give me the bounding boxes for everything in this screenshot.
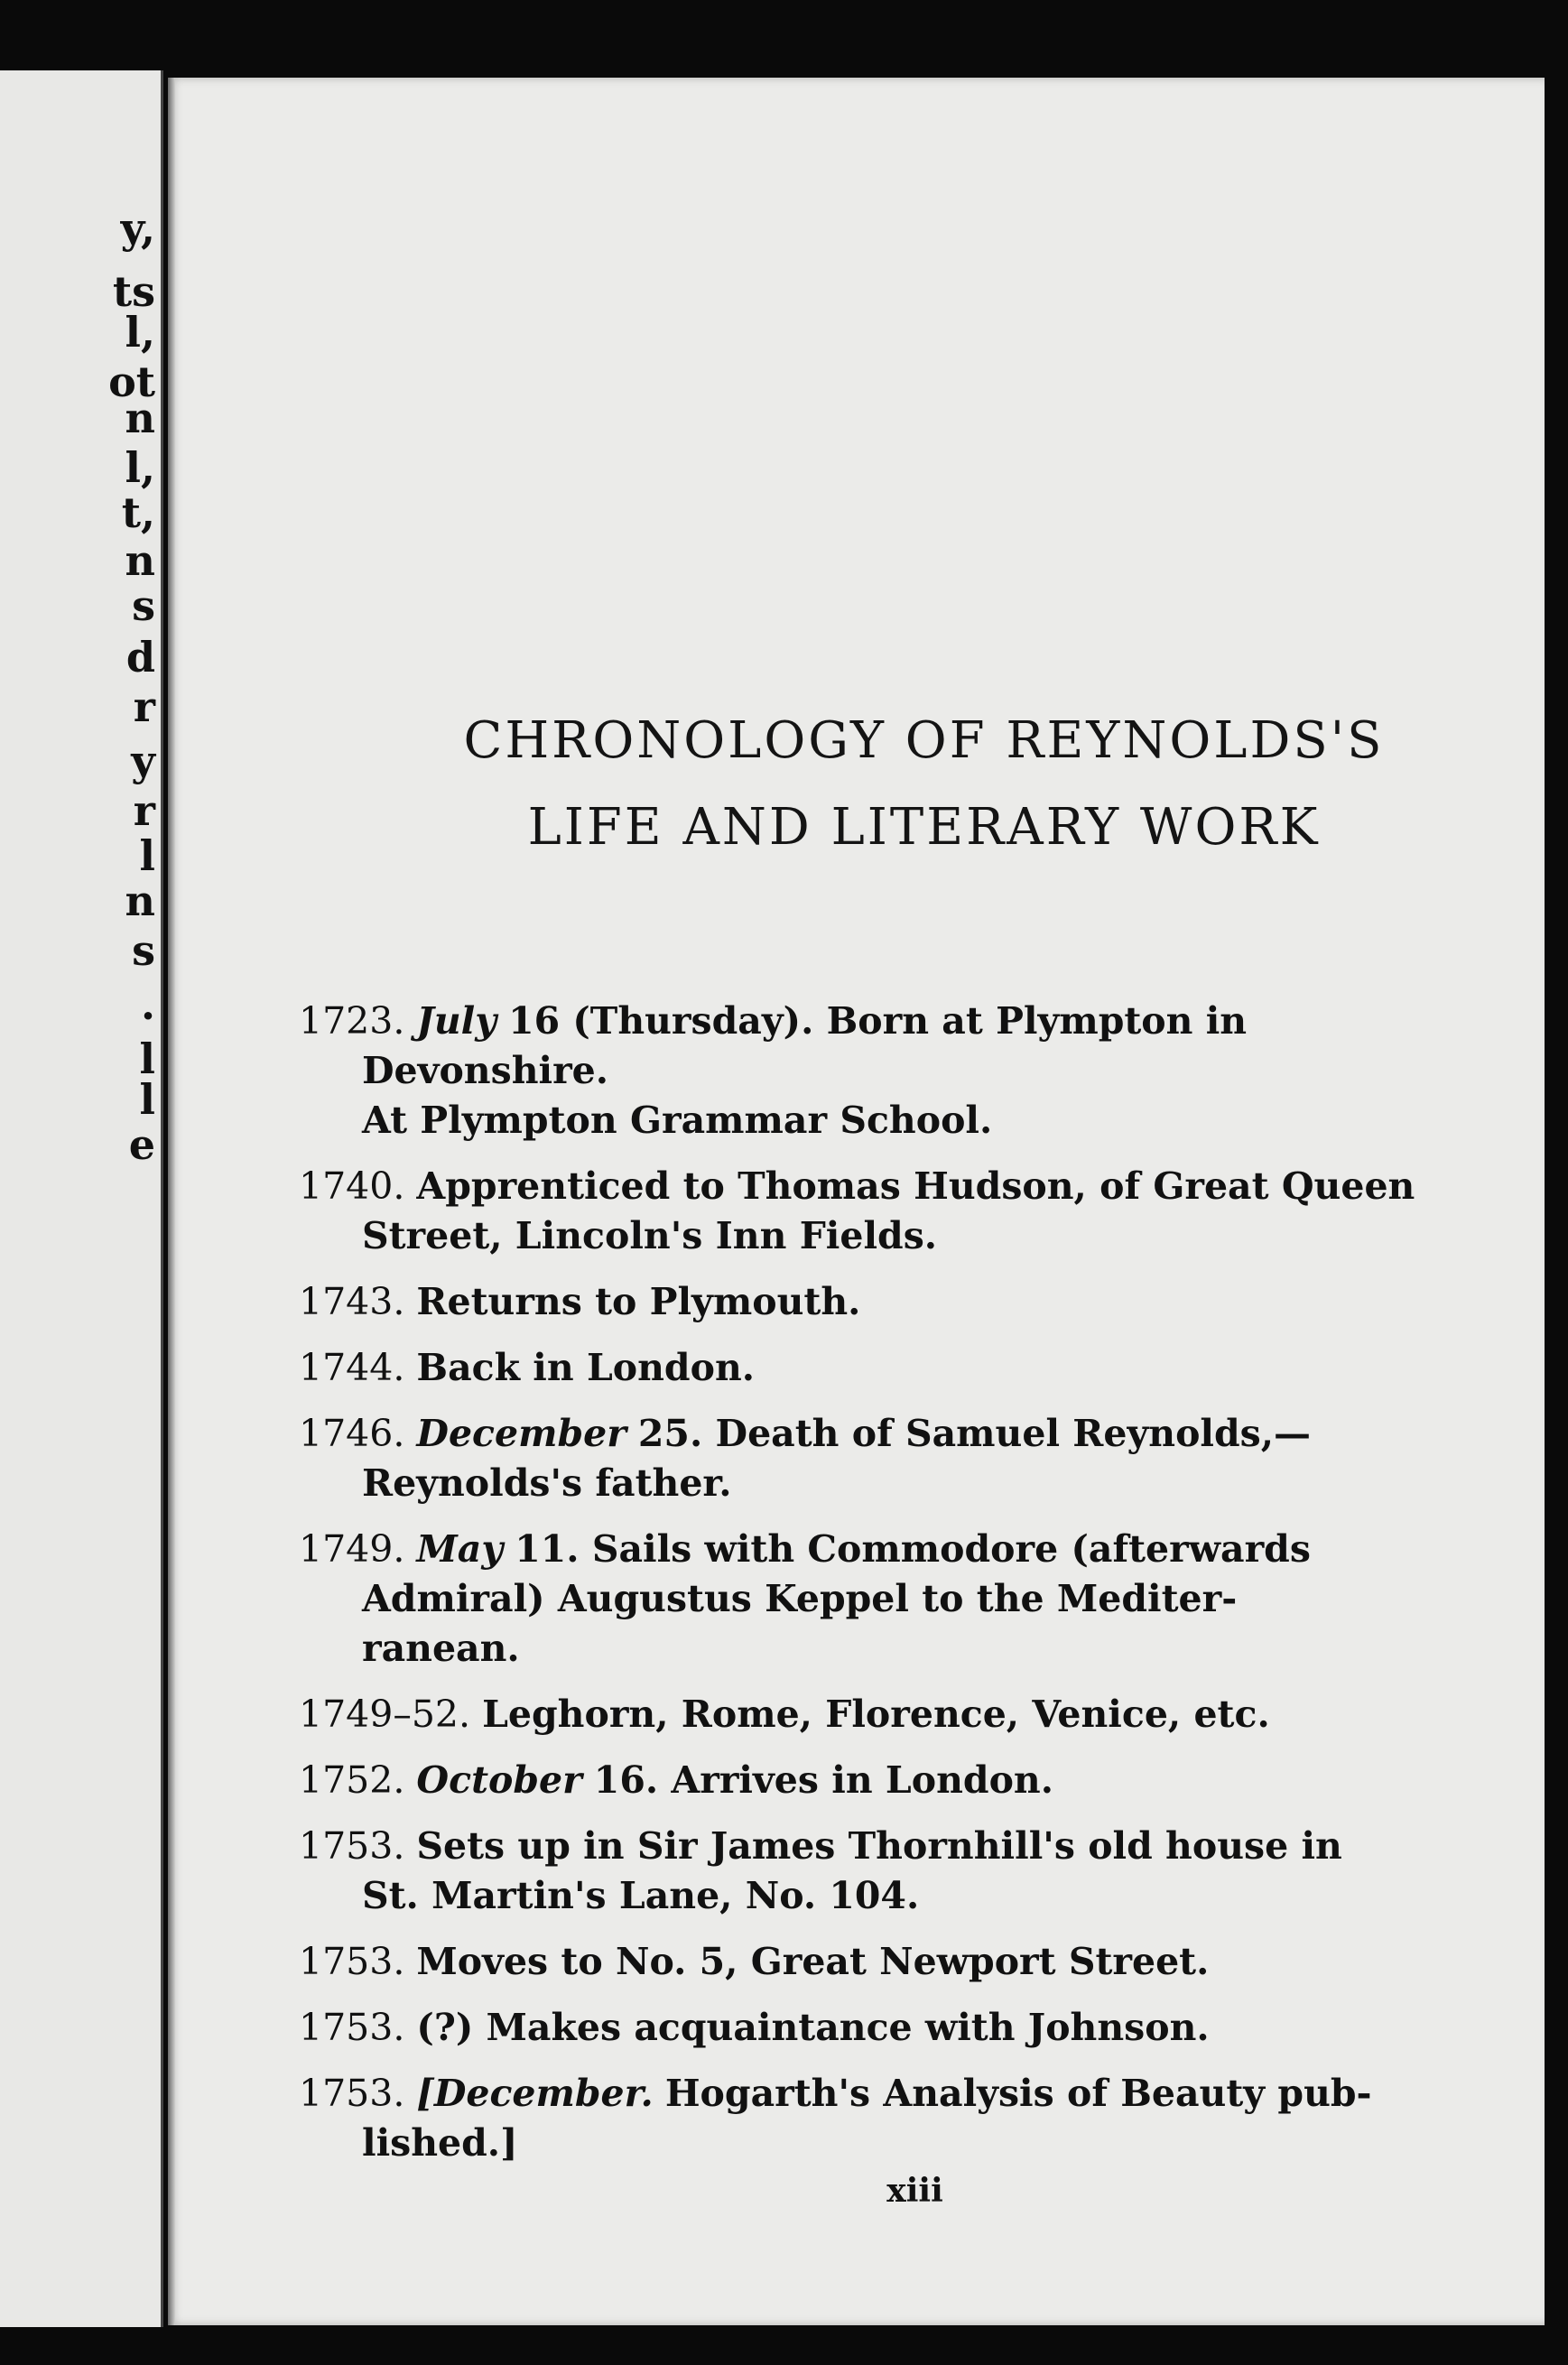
entry-text: 11. Sails with Commodore (afterwards xyxy=(515,1527,1311,1571)
chronology-entry xyxy=(299,1822,1378,1921)
entry-date: October xyxy=(416,1758,582,1802)
entry-line xyxy=(299,1277,1378,1327)
entry-text: Street, Lincoln's Inn Fields. xyxy=(362,1214,938,1257)
entry-date: December xyxy=(416,1412,626,1455)
entry-year: 1753. xyxy=(299,2072,405,2115)
chronology-entry xyxy=(299,1343,1378,1393)
entry-text: lished.] xyxy=(362,2121,518,2165)
prev-page-fragment: t, xyxy=(121,488,155,537)
prev-page-fragment: . xyxy=(140,980,155,1029)
chronology-entry xyxy=(299,1409,1378,1508)
previous-page-edge xyxy=(0,70,163,2327)
entry-text: Apprenticed to Thomas Hudson, of Great Queen xyxy=(416,1164,1415,1208)
chronology-entry xyxy=(299,997,1378,1145)
prev-page-fragment: n xyxy=(125,394,155,442)
entry-line xyxy=(299,1046,1378,1096)
entry-text: (?) Makes acquaintance with Johnson. xyxy=(416,2006,1210,2049)
entry-date: July xyxy=(416,999,497,1043)
entry-text: St. Martin's Lane, No. 104. xyxy=(362,1874,920,1917)
entry-line xyxy=(299,1162,1415,1211)
chapter-title-line-2: LIFE AND LITERARY WORK xyxy=(527,798,1321,857)
entry-text: 25. Death of Samuel Reynolds,— xyxy=(637,1412,1312,1455)
entry-text: 16. Arrives in London. xyxy=(593,1758,1053,1802)
entry-year: 1749–52. xyxy=(299,1693,471,1736)
prev-page-fragment: ot xyxy=(108,357,155,406)
entry-year: 1753. xyxy=(299,2006,405,2049)
prev-page-fragment: y xyxy=(131,737,155,785)
entry-line xyxy=(299,2119,1378,2168)
entry-line xyxy=(299,1937,1378,1987)
entry-year: 1723. xyxy=(299,999,405,1043)
page-number: xiii xyxy=(886,2172,943,2210)
book-page xyxy=(168,78,1545,2325)
entry-line xyxy=(299,1096,1378,1145)
entry-line xyxy=(299,1343,1378,1393)
entry-year: 1753. xyxy=(299,1940,405,1983)
prev-page-fragment: r xyxy=(133,786,155,835)
chronology-entry xyxy=(299,1690,1378,1739)
prev-page-fragment: s xyxy=(132,581,155,630)
entry-line xyxy=(299,1459,1378,1508)
prev-page-fragment: l, xyxy=(125,443,155,492)
chronology-entry xyxy=(299,2069,1378,2168)
prev-page-fragment: r xyxy=(133,682,155,731)
prev-page-fragment: n xyxy=(125,876,155,925)
chapter-title-line-1: CHRONOLOGY OF REYNOLDS'S xyxy=(463,711,1385,770)
prev-page-fragment: d xyxy=(125,633,155,682)
entry-year: 1752. xyxy=(299,1758,405,1802)
entry-year: 1743. xyxy=(299,1280,405,1323)
entry-text: At Plympton Grammar School. xyxy=(362,1099,993,1142)
chronology-entry xyxy=(299,1937,1378,1987)
entry-line xyxy=(299,1822,1378,1871)
entry-text: 16 (Thursday). Born at Plympton in xyxy=(508,999,1248,1043)
entry-line xyxy=(299,1211,1378,1261)
entry-line xyxy=(299,2003,1378,2053)
entry-line xyxy=(299,1574,1378,1624)
entry-year: 1753. xyxy=(299,1824,405,1868)
entry-text: Moves to No. 5, Great Newport Street. xyxy=(416,1940,1210,1983)
prev-page-fragment: l xyxy=(139,831,155,880)
prev-page-fragment: n xyxy=(125,536,155,585)
entry-year: 1744. xyxy=(299,1346,405,1389)
entry-text: ranean. xyxy=(362,1627,520,1670)
entry-text: Sets up in Sir James Thornhill's old house in xyxy=(416,1824,1342,1868)
prev-page-fragment: l xyxy=(139,1075,155,1124)
entry-text: Leghorn, Rome, Florence, Venice, etc. xyxy=(482,1693,1270,1736)
prev-page-fragment: l xyxy=(139,1034,155,1083)
entry-year: 1746. xyxy=(299,1412,405,1455)
entry-line xyxy=(299,1409,1378,1459)
entry-line xyxy=(299,997,1378,1046)
prev-page-fragment: y, xyxy=(120,204,155,253)
entry-text: Returns to Plymouth. xyxy=(416,1280,861,1323)
entry-text: Devonshire. xyxy=(362,1049,609,1092)
entry-line xyxy=(299,1690,1378,1739)
entry-line xyxy=(299,1871,1378,1921)
entry-date: [December. xyxy=(416,2072,654,2115)
entry-date: May xyxy=(416,1527,504,1571)
entry-line xyxy=(299,1525,1378,1574)
chronology-entry xyxy=(299,1277,1378,1327)
entry-year: 1740. xyxy=(299,1164,405,1208)
prev-page-fragment: e xyxy=(128,1120,155,1169)
chronology-entry xyxy=(299,1162,1415,1261)
entry-text: Reynolds's father. xyxy=(362,1461,732,1505)
entry-year: 1749. xyxy=(299,1527,405,1571)
entry-text: Hogarth's Analysis of Beauty pub- xyxy=(664,2072,1372,2115)
chronology-entry xyxy=(299,1756,1378,1805)
chronology-entry xyxy=(299,2003,1378,2053)
chronology-list xyxy=(299,997,1415,2184)
chronology-entry xyxy=(299,1525,1378,1674)
page-gutter xyxy=(168,78,175,2325)
prev-page-fragment: l, xyxy=(125,308,155,357)
entry-text: Admiral) Augustus Keppel to the Mediter- xyxy=(362,1577,1238,1620)
entry-line xyxy=(299,2069,1378,2119)
prev-page-fragment: s xyxy=(132,926,155,975)
entry-text: Back in London. xyxy=(416,1346,756,1389)
entry-line xyxy=(299,1624,1378,1674)
prev-page-fragment: ts xyxy=(112,267,155,316)
entry-line xyxy=(299,1756,1378,1805)
